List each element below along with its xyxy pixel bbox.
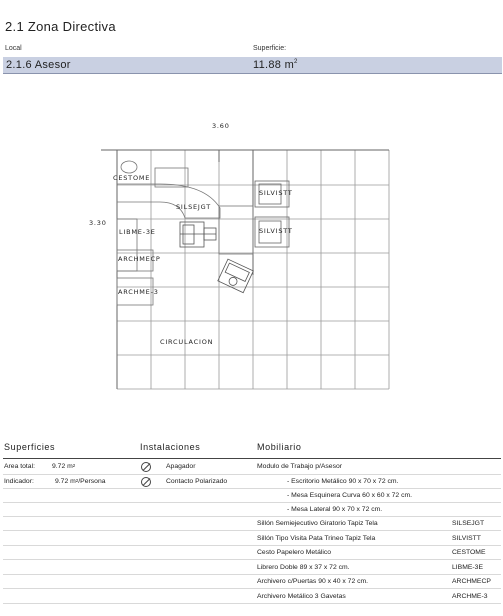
- desk: [219, 206, 253, 254]
- label-silvistt-2: SILVISTT: [259, 227, 293, 235]
- mobiliario-code: ARCHME-3: [452, 593, 488, 600]
- mobiliario-code: SILVISTT: [452, 535, 481, 542]
- label-archme: ARCHME-3: [118, 288, 159, 296]
- instalaciones-heading: Instalaciones: [140, 442, 201, 452]
- mobiliario-item: Archivero c/Puertas 90 x 40 x 72 cm.: [257, 578, 369, 585]
- local-value: 2.1.6 Asesor: [6, 59, 71, 71]
- label-archmecp: ARCHMECP: [118, 255, 161, 263]
- mobiliario-item: Librero Doble 89 x 37 x 72 cm.: [257, 564, 350, 571]
- mobiliario-code: LIBME-3E: [452, 564, 483, 571]
- corner-table: [117, 184, 220, 218]
- local-header-bar: [3, 57, 502, 74]
- mobiliario-item: Modulo de Trabajo p/Asesor: [257, 463, 343, 470]
- instalacion-item: Apagador: [166, 463, 196, 470]
- mobiliario-item: Sillón Tipo Visita Pata Trineo Tapiz Tela: [257, 535, 376, 542]
- area-total-value: 9.72 $m^2$: [52, 463, 76, 470]
- outlet-icon: [141, 477, 151, 487]
- area-value: 11.88 $m^2$: [253, 59, 298, 71]
- dimension-width: 3.60: [212, 122, 230, 130]
- label-libme: LIBME-3E: [119, 228, 156, 236]
- waste-basket: [121, 161, 137, 173]
- label-circulacion: CIRCULACION: [160, 338, 214, 346]
- mobiliario-item: - Mesa Esquinera Curva 60 x 60 x 72 cm.: [287, 492, 413, 499]
- mobiliario-heading: Mobiliario: [257, 442, 302, 452]
- bookcase: [117, 219, 137, 271]
- label-silsejgt: SILSEJGT: [176, 203, 211, 211]
- indicador-label: Indicador:: [4, 478, 34, 485]
- mobiliario-item: Archivero Metálico 3 Gavetas: [257, 593, 346, 600]
- dimension-height: 3.30: [89, 219, 107, 227]
- label-cestome: CESTOME: [113, 174, 151, 182]
- indicador-value: 9.72 $m^2$/Persona: [55, 478, 106, 485]
- mobiliario-item: - Mesa Lateral 90 x 70 x 72 cm.: [287, 506, 383, 513]
- floor-plan: [0, 110, 503, 400]
- room-walls: [101, 150, 389, 389]
- mobiliario-code: CESTOME: [452, 549, 486, 556]
- label-silvistt-1: SILVISTT: [259, 189, 293, 197]
- mobiliario-code: SILSEJGT: [452, 520, 485, 527]
- mobiliario-item: - Escritorio Metálico 90 x 70 x 72 cm.: [287, 478, 399, 485]
- superficies-heading: Superficies: [4, 442, 56, 452]
- page-title: 2.1 Zona Directiva: [5, 19, 116, 34]
- mobiliario-item: Cesto Papelero Metálico: [257, 549, 332, 556]
- heading-divider: [3, 458, 501, 459]
- rotated-chair: [218, 259, 254, 293]
- mobiliario-code: ARCHMECP: [452, 578, 491, 585]
- floor-plan-drawing: [0, 110, 503, 400]
- area-label: Superficie:: [253, 45, 287, 52]
- local-label: Local: [5, 45, 22, 52]
- area-total-label: Area total:: [4, 463, 35, 470]
- mobiliario-item: Sillón Semiejecutivo Giratorio Tapiz Tela: [257, 520, 378, 527]
- switch-icon: [141, 462, 151, 472]
- instalacion-item: Contacto Polarizado: [166, 478, 228, 485]
